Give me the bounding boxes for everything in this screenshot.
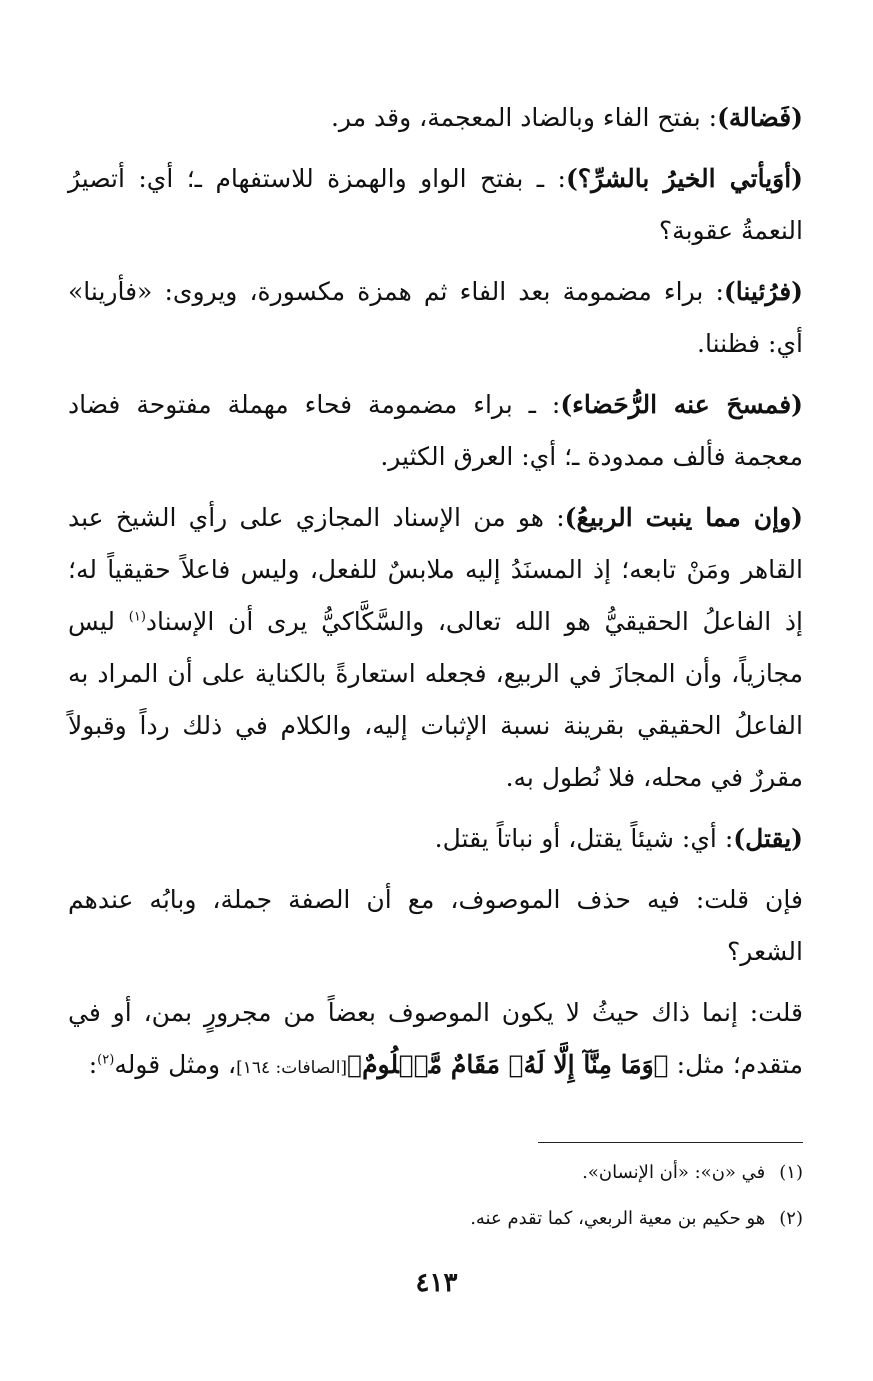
paragraph-ruhada [68,379,803,483]
footnote-separator [538,1142,803,1143]
paragraph-ruina [68,266,803,370]
paragraph-yati-alkhayr [68,153,803,257]
footnote-number: (١) [779,1162,803,1183]
footnote-ref: (١) [128,609,146,625]
gloss-text-continued: ليس مجازياً، وأن المجازَ في الربيع، فجعله استعارةً بالكناية على أن المراد به الفاعلُ الحقيقي بقرينة نسبة الإثبات إليه، والكلام في ذلك رداً وقبولاً مقررٌ في محله، فلا نُطول به. [68,607,803,792]
gloss-text: : ـ بفتح الواو والهمزة للاستفهام ـ؛ أي: أتصيرُ النعمةُ عقوبة؟ [68,164,803,245]
footnote-text: في «ن»: «أن الإنسان». [582,1162,766,1183]
gloss-term: (فَضالة) [717,103,803,132]
footnote-number: (٢) [779,1208,803,1229]
footnote-2 [68,1206,803,1232]
paragraph-rabi [68,492,803,804]
quran-bracket-open: ﴿ [653,1050,669,1079]
gloss-term: (فمسحَ عنه الرُّحَضاء) [560,390,803,419]
paragraph-fadala [68,92,803,144]
question-text: فإن قلت: فيه حذف الموصوف، مع أن الصفة جملة، وبابُه عندهم الشعر؟ [68,885,803,966]
answer-end: : [88,1050,98,1079]
footnotes [68,1160,803,1252]
gloss-text: : بفتح الفاء وبالضاد المعجمة، وقد مر. [330,103,718,132]
gloss-text: : أي: شيئاً يقتل، أو نباتاً يقتل. [434,824,734,853]
gloss-term: (يقتل) [733,824,803,853]
footnote-ref: (٢) [97,1052,115,1068]
quran-citation: [الصافات: ١٦٤] [236,1058,348,1078]
quran-verse: وَمَا مِنَّآ إِلَّا لَهُۥ مَقَامٌ مَّعۡلُومٌ [362,1050,654,1079]
gloss-text: : براء مضمومة بعد الفاء ثم همزة مكسورة، ويروى: «فأرينا» أي: فظننا. [68,277,803,358]
paragraph-yaqtul [68,813,803,865]
paragraph-answer [68,987,803,1094]
gloss-term: (أوَيأتي الخيرُ بالشرِّ؟) [565,164,803,193]
footnote-text: هو حكيم بن معية الربعي، كما تقدم عنه. [470,1208,766,1229]
gloss-term: (وإن مما ينبت الربيعُ) [564,503,803,532]
answer-text-continued: ، ومثل قوله [114,1050,237,1079]
footnote-1 [68,1160,803,1186]
page-number: ٤١٣ [415,1268,458,1298]
gloss-text: : ـ براء مضمومة فحاء مهملة مفتوحة فضاد معجمة فألف ممدودة ـ؛ أي: العرق الكثير. [68,390,803,471]
gloss-term: (فرُئينا) [723,277,803,306]
answer-text: قلت: إنما ذاك حيثُ لا يكون الموصوف بعضاً من مجرورٍ بمن، أو في متقدم؛ مثل: [68,998,803,1079]
gloss-text: : هو من الإسناد المجازي على رأي الشيخ عبد القاهر ومَنْ تابعه؛ إذ المسنَدُ إليه ملابسٌ للفعل، وليس فاعلاً حقيقياً له؛ إذ الفاعلُ الحقيقيُّ هو الله تعالى، والسَّكَّاكيُّ يرى أن الإسناد [68,503,804,636]
paragraph-question [68,874,803,978]
main-text [68,92,803,1103]
quran-bracket-close: ﴾ [347,1050,363,1079]
